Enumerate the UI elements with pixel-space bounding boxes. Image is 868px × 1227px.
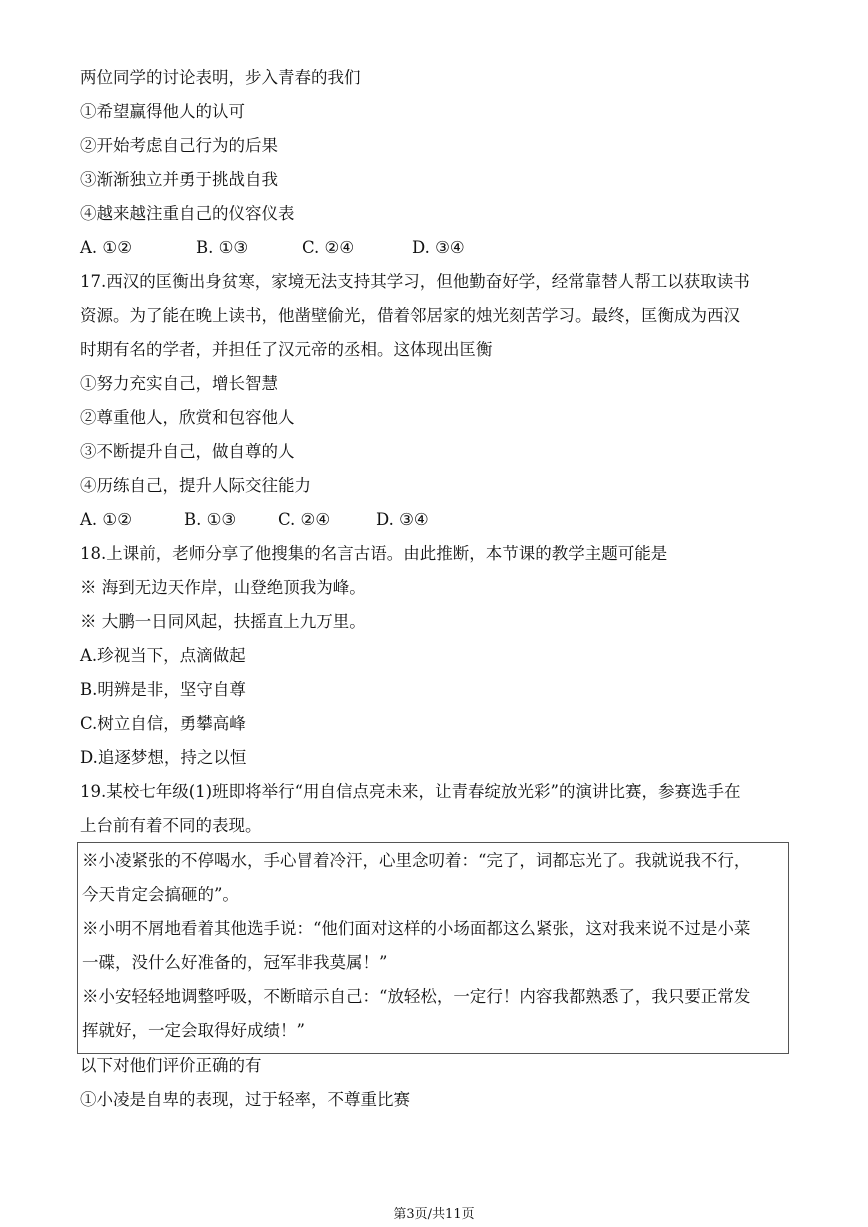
q17-option-a: A. ①② xyxy=(80,510,132,529)
q16-stem-tail: 两位同学的讨论表明，步入青春的我们 xyxy=(80,68,361,87)
q17-stem-line-2: 资源。为了能在晚上读书，他凿壁偷光，借着邻居家的烛光刻苦学习。最终，匡衡成为西汉 xyxy=(80,306,740,325)
q19-box-line-3: ※小明不屑地看着其他选手说：“他们面对这样的小场面都这么紧张，这对我来说不过是小菜 xyxy=(82,919,751,938)
q19-item-1: ①小凌是自卑的表现，过于轻率，不尊重比赛 xyxy=(80,1090,410,1109)
q19-box-line-6: 挥就好，一定会取得好成绩！” xyxy=(82,1021,305,1040)
page-number: 第3页/共11页 xyxy=(393,1207,475,1222)
q16-option-d: D. ③④ xyxy=(412,238,465,257)
q16-item-2: ②开始考虑自己行为的后果 xyxy=(80,136,278,155)
q19-prompt: 以下对他们评价正确的有 xyxy=(80,1056,262,1075)
q18-stem: 18.上课前，老师分享了他搜集的名言古语。由此推断，本节课的教学主题可能是 xyxy=(80,544,668,563)
q17-option-b: B. ①③ xyxy=(184,510,237,529)
q18-option-a: A.珍视当下，点滴做起 xyxy=(80,646,246,665)
q16-item-3: ③渐渐独立并勇于挑战自我 xyxy=(80,170,278,189)
q18-option-c: C.树立自信，勇攀高峰 xyxy=(80,714,246,733)
q17-stem-line-1: 17.西汉的匡衡出身贫寒，家境无法支持其学习，但他勤奋好学，经常靠替人帮工以获取读书 xyxy=(80,272,750,291)
q17-item-1: ①努力充实自己，增长智慧 xyxy=(80,374,278,393)
q19-box-line-4: 一碟，没什么好准备的，冠军非我莫属！” xyxy=(82,953,388,972)
q18-option-d: D.追逐梦想，持之以恒 xyxy=(80,748,247,767)
q19-stem-line-1: 19.某校七年级(1)班即将举行“用自信点亮未来，让青春绽放光彩”的演讲比赛，参赛选手在 xyxy=(80,782,741,801)
q19-box-line-1: ※小凌紧张的不停喝水，手心冒着冷汗，心里念叨着：“完了，词都忘光了。我就说我不行， xyxy=(82,851,751,870)
q16-option-c: C. ②④ xyxy=(302,238,355,257)
q19-stem-line-2: 上台前有着不同的表现。 xyxy=(80,816,262,835)
q18-option-b: B.明辨是非，坚守自尊 xyxy=(80,680,246,699)
q19-box-line-5: ※小安轻轻地调整呼吸，不断暗示自己：“放轻松，一定行！内容我都熟悉了，我只要正常发 xyxy=(82,987,751,1006)
q17-option-c: C. ②④ xyxy=(278,510,331,529)
q17-stem-line-3: 时期有名的学者，并担任了汉元帝的丞相。这体现出匡衡 xyxy=(80,340,493,359)
q16-item-1: ①希望赢得他人的认可 xyxy=(80,102,245,121)
q16-option-b: B. ①③ xyxy=(196,238,249,257)
q18-quote-2: ※ 大鹏一日同风起，扶摇直上九万里。 xyxy=(80,612,366,631)
q16-item-4: ④越来越注重自己的仪容仪表 xyxy=(80,204,295,223)
q16-option-a: A. ①② xyxy=(80,238,132,257)
q18-quote-1: ※ 海到无边天作岸，山登绝顶我为峰。 xyxy=(80,578,366,597)
q19-box-line-2: 今天肯定会搞砸的”。 xyxy=(82,885,239,904)
q17-item-2: ②尊重他人，欣赏和包容他人 xyxy=(80,408,295,427)
q17-item-4: ④历练自己，提升人际交往能力 xyxy=(80,476,311,495)
q19-scenario-box xyxy=(77,842,789,1054)
q17-option-d: D. ③④ xyxy=(376,510,429,529)
q17-item-3: ③不断提升自己，做自尊的人 xyxy=(80,442,295,461)
